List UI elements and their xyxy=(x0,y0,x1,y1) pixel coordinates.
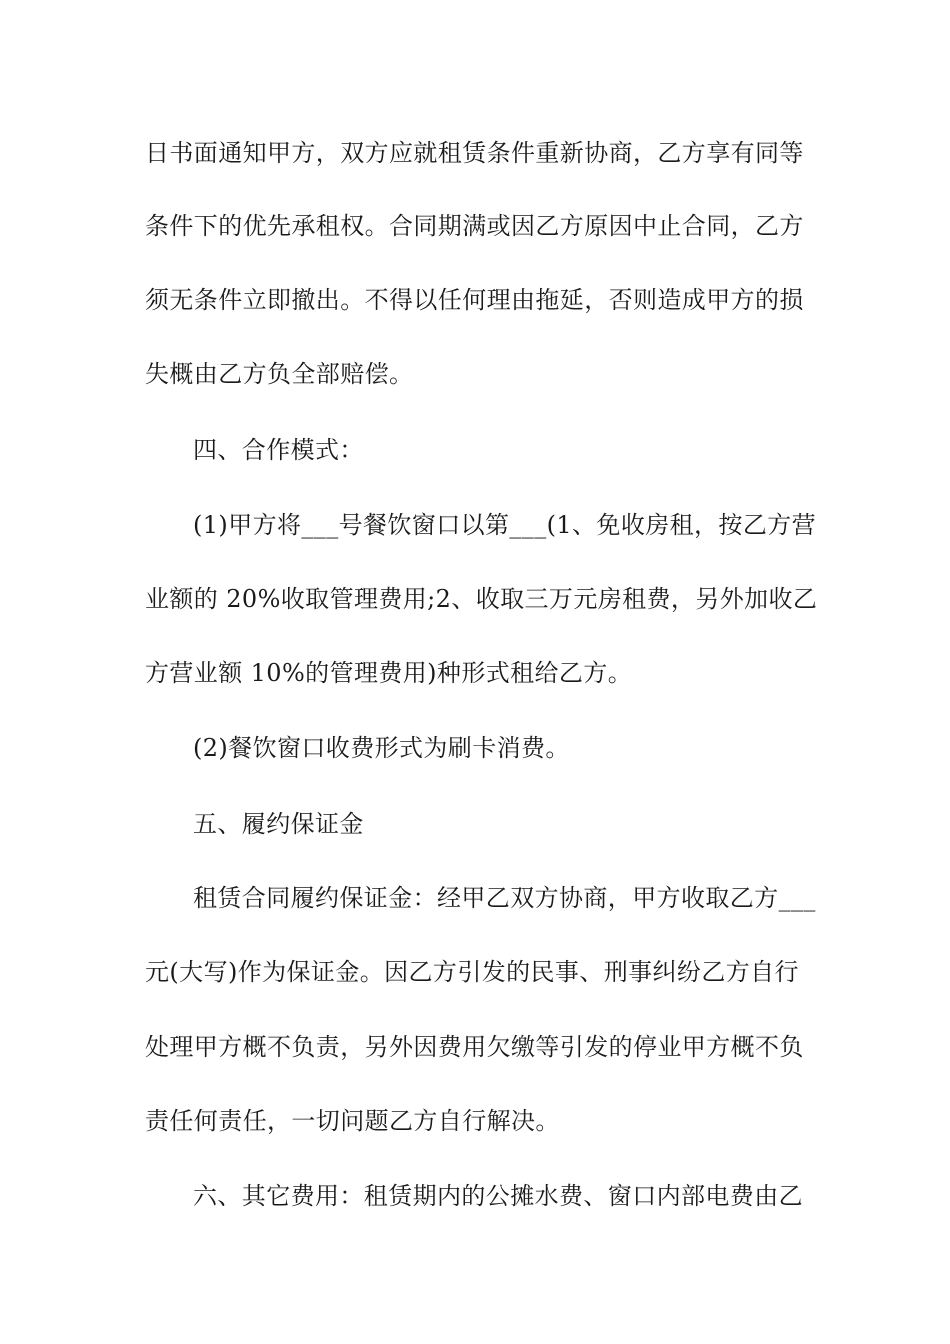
paragraph-line: 责任何责任，一切问题乙方自行解决。 xyxy=(145,1107,560,1135)
paragraph-line: 条件下的优先承租权。合同期满或因乙方原因中止合同，乙方 xyxy=(145,212,804,240)
section-heading: 六、其它费用：租赁期内的公摊水费、窗口内部电费由乙 xyxy=(193,1182,803,1210)
paragraph-line: 处理甲方概不负责，另外因费用欠缴等引发的停业甲方概不负 xyxy=(145,1033,804,1061)
paragraph-line: (2)餐饮窗口收费形式为刷卡消费。 xyxy=(193,734,570,762)
paragraph-line: 租赁合同履约保证金：经甲乙双方协商，甲方收取乙方___ xyxy=(193,884,816,912)
paragraph-line: 方营业额 10%的管理费用)种形式租给乙方。 xyxy=(145,659,633,687)
section-heading: 四、合作模式： xyxy=(193,436,364,464)
paragraph-line: 业额的 20%收取管理费用;2、收取三万元房租费，另外加收乙 xyxy=(145,585,818,613)
section-heading: 五、履约保证金 xyxy=(193,810,364,838)
paragraph-line: 失概由乙方负全部赔偿。 xyxy=(145,360,414,388)
paragraph-line: 日书面通知甲方，双方应就租赁条件重新协商，乙方享有同等 xyxy=(145,139,804,167)
paragraph-line: (1)甲方将___号餐饮窗口以第___(1、免收房租，按乙方营 xyxy=(193,511,817,539)
paragraph-line: 元(大写)作为保证金。因乙方引发的民事、刑事纠纷乙方自行 xyxy=(145,958,799,986)
paragraph-line: 须无条件立即撤出。不得以任何理由拖延，否则造成甲方的损 xyxy=(145,286,804,314)
